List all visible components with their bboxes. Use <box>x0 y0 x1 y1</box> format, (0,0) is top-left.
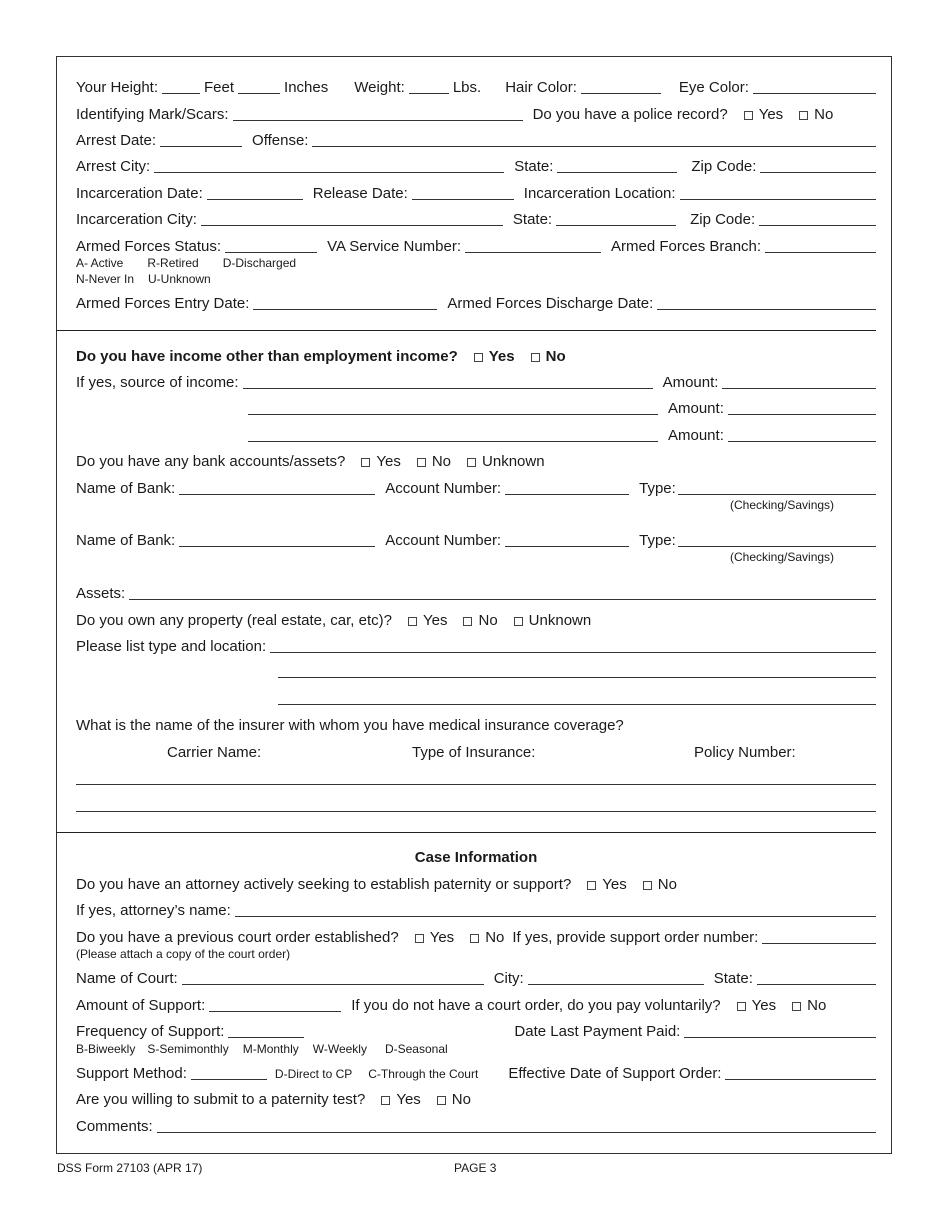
bank-name-label: Name of Bank: <box>76 532 176 549</box>
status-code: N-Never In <box>76 272 135 286</box>
account-number-label: Account Number: <box>385 532 502 549</box>
property-list-row-2 <box>278 664 876 681</box>
checkbox-icon <box>792 1002 801 1011</box>
attorney-yes-checkbox[interactable]: Yes <box>587 876 626 894</box>
inches-label: Inches <box>284 79 329 96</box>
arrest-state-label: State: <box>514 158 554 175</box>
property-list-row-3 <box>278 691 876 708</box>
arrest-date-field[interactable] <box>160 133 242 147</box>
hair-color-label: Hair Color: <box>505 79 577 96</box>
armed-branch-field[interactable] <box>765 239 876 253</box>
checkbox-icon <box>470 934 479 943</box>
status-code: D-Discharged <box>222 256 297 270</box>
checkbox-icon <box>408 617 417 626</box>
court-name-field[interactable] <box>182 971 484 985</box>
police-record-label: Do you have a police record? <box>532 106 728 123</box>
incarceration-zip-label: Zip Code: <box>690 211 756 228</box>
case-information-title: Case Information <box>414 849 538 866</box>
bank-yes-checkbox[interactable]: Yes <box>361 453 400 471</box>
carrier-name-header: Carrier Name: <box>167 744 262 761</box>
offense-label: Offense: <box>252 132 309 149</box>
arrest-row <box>76 132 876 150</box>
height-feet-field[interactable] <box>162 80 200 94</box>
frequency-codes <box>76 1042 472 1056</box>
comments-label: Comments: <box>76 1118 153 1135</box>
incarceration-zip-field[interactable] <box>759 212 876 226</box>
page-number: PAGE 3 <box>454 1161 497 1175</box>
attorney-question: Do you have an attorney actively seeking to establish paternity or support? <box>76 876 572 893</box>
checkbox-icon <box>437 1096 446 1105</box>
bank-row-2 <box>76 532 876 550</box>
income-source-field[interactable] <box>248 401 658 415</box>
frequency-code: M-Monthly <box>242 1042 299 1056</box>
incarceration-state-label: State: <box>512 211 553 228</box>
height-inches-field[interactable] <box>238 80 280 94</box>
release-date-label: Release Date: <box>312 185 408 202</box>
incarceration-date-label: Incarceration Date: <box>76 185 203 202</box>
income-source-row-2 <box>248 400 876 418</box>
amount-label: Amount: <box>668 427 724 444</box>
comments-row <box>76 1118 876 1136</box>
paternity-no-checkbox[interactable]: No <box>437 1091 471 1109</box>
checkbox-icon <box>381 1096 390 1105</box>
income-source-field[interactable] <box>243 375 653 389</box>
insurer-question: What is the name of the insurer with whom you have medical insurance coverage? <box>76 717 624 734</box>
discharge-date-label: Armed Forces Discharge Date: <box>447 295 654 312</box>
bank-no-checkbox[interactable]: No <box>417 453 451 471</box>
property-list-row-1 <box>76 638 876 656</box>
checkbox-icon <box>514 617 523 626</box>
property-list-label: Please list type and location: <box>76 638 267 655</box>
armed-status-label: Armed Forces Status: <box>76 238 222 255</box>
police-yes-checkbox[interactable]: Yes <box>744 106 783 124</box>
voluntary-no-checkbox[interactable]: No <box>792 997 826 1015</box>
amount-support-field[interactable] <box>209 998 341 1012</box>
amount-support-label: Amount of Support: <box>76 997 206 1014</box>
attorney-no-checkbox[interactable]: No <box>643 876 677 894</box>
type-hint: (Checking/Savings) <box>730 550 835 564</box>
arrest-state-field[interactable] <box>557 159 677 173</box>
court-order-no-checkbox[interactable]: No <box>470 929 504 947</box>
effective-date-label: Effective Date of Support Order: <box>508 1065 722 1082</box>
amount-label: Amount: <box>662 374 719 391</box>
assets-field[interactable] <box>129 586 876 600</box>
support-method-field[interactable] <box>191 1066 267 1080</box>
amount-field[interactable] <box>722 375 876 389</box>
attorney-name-row <box>76 902 876 920</box>
bank-name-field[interactable] <box>179 533 375 547</box>
checkbox-icon <box>587 881 596 890</box>
status-code: U-Unknown <box>148 272 211 286</box>
attorney-name-field[interactable] <box>235 903 876 917</box>
insurance-entry-line[interactable] <box>76 811 876 812</box>
marks-field[interactable] <box>233 107 523 121</box>
hair-color-field[interactable] <box>581 80 661 94</box>
policy-number-header: Policy Number: <box>694 744 796 761</box>
frequency-row <box>76 1023 876 1041</box>
voluntary-question: If you do not have a court order, do you pay voluntarily? <box>351 997 721 1014</box>
paternity-test-row <box>76 1091 876 1109</box>
income-no-checkbox[interactable]: No <box>531 348 566 366</box>
armed-forces-row <box>76 238 876 256</box>
section-divider <box>56 330 876 331</box>
support-method-label: Support Method: <box>76 1065 187 1082</box>
va-number-field[interactable] <box>465 239 601 253</box>
last-payment-label: Date Last Payment Paid: <box>514 1023 681 1040</box>
amount-label: Amount: <box>668 400 724 417</box>
amount-field[interactable] <box>728 401 876 415</box>
property-question: Do you own any property (real estate, car, etc)? <box>76 612 392 629</box>
attorney-question-row <box>76 876 876 894</box>
section-divider <box>56 832 876 833</box>
height-label: Your Height: <box>76 79 159 96</box>
frequency-field[interactable] <box>228 1024 304 1038</box>
arrest-city-field[interactable] <box>154 159 504 173</box>
frequency-code: B-Biweekly <box>76 1042 136 1056</box>
checkbox-icon <box>415 934 424 943</box>
release-date-field[interactable] <box>412 186 514 200</box>
account-number-field[interactable] <box>505 533 629 547</box>
physical-description-row <box>76 79 876 97</box>
type-label: Type: <box>639 532 676 549</box>
checkbox-icon <box>417 458 426 467</box>
checkbox-icon <box>799 111 808 120</box>
incarceration-city-row <box>76 211 876 229</box>
checkbox-icon <box>744 111 753 120</box>
court-state-field[interactable] <box>757 971 876 985</box>
va-number-label: VA Service Number: <box>327 238 462 255</box>
frequency-code: W-Weekly <box>312 1042 367 1056</box>
court-order-yes-checkbox[interactable]: Yes <box>415 929 454 947</box>
offense-field[interactable] <box>312 133 876 147</box>
status-codes-line-2 <box>76 272 235 286</box>
armed-branch-label: Armed Forces Branch: <box>611 238 762 255</box>
incarceration-row <box>76 185 876 203</box>
insurance-type-header: Type of Insurance: <box>412 744 536 761</box>
support-order-number-label: If yes, provide support order number: <box>512 929 759 946</box>
marks-label: Identifying Mark/Scars: <box>76 106 229 123</box>
frequency-code: S-Semimonthly <box>147 1042 229 1056</box>
incarceration-location-label: Incarceration Location: <box>523 185 676 202</box>
attorney-name-label: If yes, attorney’s name: <box>76 902 231 919</box>
checkbox-icon <box>531 353 540 362</box>
arrest-zip-field[interactable] <box>760 159 876 173</box>
court-state-label: State: <box>713 970 753 987</box>
arrest-city-label: Arrest City: <box>76 158 151 175</box>
insurer-question-row <box>76 717 876 735</box>
court-location-row <box>76 970 876 988</box>
checkbox-icon <box>361 458 370 467</box>
paternity-test-question: Are you willing to submit to a paternity test? <box>76 1091 366 1108</box>
entry-date-label: Armed Forces Entry Date: <box>76 295 250 312</box>
account-number-field[interactable] <box>505 481 629 495</box>
checkbox-icon <box>474 353 483 362</box>
income-source-label: If yes, source of income: <box>76 374 239 391</box>
lbs-label: Lbs. <box>452 79 482 96</box>
attach-note: (Please attach a copy of the court order) <box>76 947 291 961</box>
incarceration-state-field[interactable] <box>556 212 676 226</box>
paternity-yes-checkbox[interactable]: Yes <box>381 1091 420 1109</box>
arrest-city-row <box>76 158 876 176</box>
court-city-field[interactable] <box>528 971 704 985</box>
eye-color-field[interactable] <box>753 80 876 94</box>
bank-name-label: Name of Bank: <box>76 480 176 497</box>
form-id: DSS Form 27103 (APR 17) <box>57 1161 203 1175</box>
bank-question-row <box>76 453 876 471</box>
bank-question: Do you have any bank accounts/assets? <box>76 453 346 470</box>
incarceration-location-field[interactable] <box>680 186 876 200</box>
arrest-date-label: Arrest Date: <box>76 132 157 149</box>
assets-row <box>76 585 876 603</box>
property-list-field[interactable] <box>278 664 876 678</box>
checkbox-icon <box>467 458 476 467</box>
property-unknown-checkbox[interactable]: Unknown <box>514 612 592 630</box>
type-hint: (Checking/Savings) <box>730 498 835 512</box>
assets-label: Assets: <box>76 585 126 602</box>
comments-field[interactable] <box>157 1119 876 1133</box>
checkbox-icon <box>463 617 472 626</box>
account-type-field[interactable] <box>678 533 876 547</box>
incarceration-city-label: Incarceration City: <box>76 211 197 228</box>
police-no-checkbox[interactable]: No <box>799 106 833 124</box>
marks-police-row <box>76 106 876 124</box>
income-source-row-1 <box>76 374 876 392</box>
discharge-date-field[interactable] <box>657 296 876 310</box>
type-label: Type: <box>639 480 676 497</box>
amount-field[interactable] <box>728 428 876 442</box>
support-order-number-field[interactable] <box>762 930 876 944</box>
weight-label: Weight: <box>354 79 405 96</box>
property-yes-checkbox[interactable]: Yes <box>408 612 447 630</box>
method-code: C-Through the Court <box>368 1067 479 1081</box>
checkbox-icon <box>643 881 652 890</box>
eye-color-label: Eye Color: <box>678 79 749 96</box>
frequency-label: Frequency of Support: <box>76 1023 225 1040</box>
voluntary-yes-checkbox[interactable]: Yes <box>737 997 776 1015</box>
court-name-label: Name of Court: <box>76 970 178 987</box>
armed-status-field[interactable] <box>225 239 317 253</box>
status-codes-line-1 <box>76 256 320 270</box>
court-city-label: City: <box>493 970 524 987</box>
bank-row-1 <box>76 480 876 498</box>
property-list-field[interactable] <box>278 691 876 705</box>
status-code: A- Active <box>76 256 124 270</box>
effective-date-field[interactable] <box>725 1066 876 1080</box>
court-order-row <box>76 929 876 947</box>
court-order-question: Do you have a previous court order established? <box>76 929 399 946</box>
amount-support-row <box>76 997 876 1015</box>
income-source-field[interactable] <box>248 428 658 442</box>
incarceration-date-field[interactable] <box>207 186 303 200</box>
entry-date-field[interactable] <box>253 296 437 310</box>
income-source-row-3 <box>248 427 876 445</box>
bank-name-field[interactable] <box>179 481 375 495</box>
incarceration-city-field[interactable] <box>201 212 503 226</box>
property-question-row <box>76 612 876 630</box>
other-income-row <box>76 348 876 366</box>
income-yes-checkbox[interactable]: Yes <box>474 348 515 366</box>
arrest-zip-label: Zip Code: <box>691 158 757 175</box>
property-list-field[interactable] <box>270 639 876 653</box>
account-number-label: Account Number: <box>385 480 502 497</box>
account-type-field[interactable] <box>678 481 876 495</box>
method-code: D-Direct to CP <box>274 1067 353 1081</box>
status-code: R-Retired <box>147 256 199 270</box>
property-no-checkbox[interactable]: No <box>463 612 497 630</box>
last-payment-field[interactable] <box>684 1024 876 1038</box>
weight-field[interactable] <box>409 80 449 94</box>
checkbox-icon <box>737 1002 746 1011</box>
feet-label: Feet <box>204 79 235 96</box>
frequency-code: D-Seasonal <box>384 1042 448 1056</box>
other-income-question: Do you have income other than employment income? <box>76 348 458 365</box>
insurance-entry-line[interactable] <box>76 784 876 785</box>
bank-unknown-checkbox[interactable]: Unknown <box>467 453 545 471</box>
armed-dates-row <box>76 295 876 313</box>
support-method-row <box>76 1065 876 1083</box>
